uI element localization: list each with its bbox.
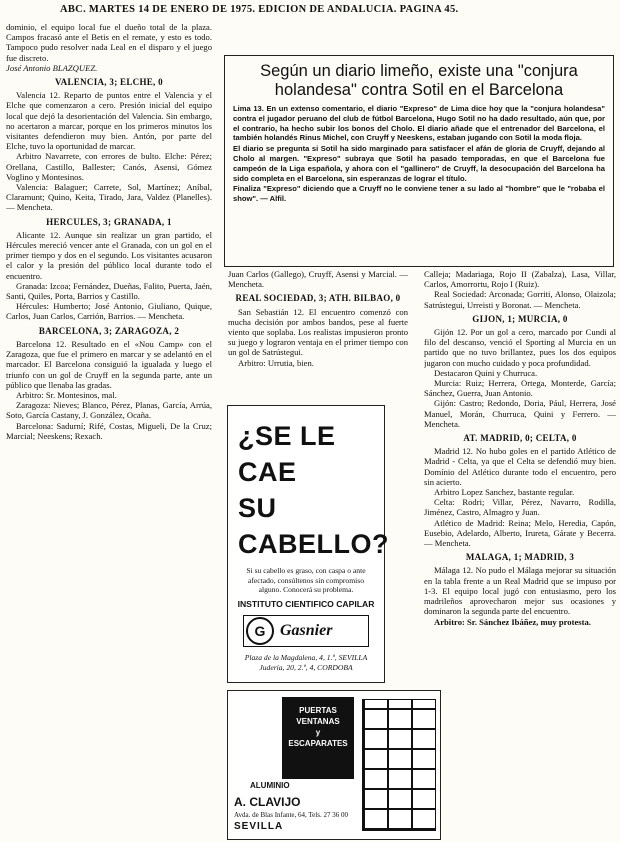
hair-clinic-ad xyxy=(227,405,389,683)
article-text: Atlético de Madrid: Reina; Melo, Heredia, Capón, Eusebio, Adelardo, Alberto, Irureta, Gárate y Becerra. — Mencheta. xyxy=(424,517,616,549)
ad-product: y xyxy=(315,728,321,737)
section-title: GIJON, 1; MURCIA, 0 xyxy=(472,313,568,324)
article-text: Gijón 12. Por un gol a cero, marcado por Cundi al filo del descanso, venció el Sporting al Murcia en un partido que no tuvo brillantez, pues los dos equipos jugaron con mucho cuidado y poca profundidad. xyxy=(424,327,616,368)
article-text: Valencia 12. Reparto de puntos entre el Valencia y el Elche que comenzaron a cero. Presión inicial del equipo local que dejó la desorientación del Valencia. Sin embargo, no acertaron a marcar, porque en los primeros minutos los visitantes defendieron muy bien. Antón, por parte del Elche, tuvo la oportunidad de marcar. xyxy=(6,90,212,152)
article-text: Real Sociedad: Arconada; Gorriti, Alonso, Olaizola; Satrústegui, Urreisti y Boronat. — Mencheta. xyxy=(424,289,616,310)
ad-headline xyxy=(238,418,389,562)
ad-product-list xyxy=(282,697,354,779)
article-text: Arbitro Navarrete, con errores de bulto. Elche: Pérez; Orellana, Castillo, Ballester; Canós, Asensi, Gómez Voglino y Montesinos. xyxy=(6,151,212,182)
ad-material: ALUMINIO xyxy=(250,781,290,790)
ad-body: Si su cabello es graso, con caspa o ante afectado, consúltenos sin compromiso alguno. Conocerá su problema. xyxy=(246,566,366,594)
signature: José Antonio BLAZQUEZ. xyxy=(6,62,98,73)
article-text: Madrid 12. No hubo goles en el partido Atlético de Madrid - Celta, ya que el Celta se defendió muy bien. Domínio del Atlético durante todo el encuentro, pero sin acierto. xyxy=(424,446,616,487)
section-title: VALENCIA, 3; ELCHE, 0 xyxy=(55,77,163,88)
article-text: dominio, el equipo local fue el dueño total de la plaza. Campos fracasó ante el Betis en el remate, y esto es todo. Tampoco pudo resolver nada Leal en el disparo y el juego fue discreto. xyxy=(6,22,212,63)
logo-emblem: G xyxy=(246,617,274,645)
ad-product: ESCAPARATES xyxy=(288,739,348,748)
article-text: Calleja; Madariaga, Rojo II (Zabalza), Lasa, Villar, Carlos, Amorrortu, Rojo I (Ruiz). xyxy=(424,269,616,290)
article-text: Alicante 12. Aunque sin realizar un gran partido, el Hércules mereció vencer ante el Granada, con un gol en el primer tiempo y dos en el segundo. Los visitantes acusaron el calor y la presión del público local durante todo el encuentro. xyxy=(6,229,212,281)
gasnier-logo xyxy=(243,615,369,647)
ad-headline-line: SU xyxy=(238,493,277,523)
article-text: Arbitro: Sr. Sánchez Ibáñez, muy protesta. xyxy=(434,616,591,627)
column-middle xyxy=(228,269,408,419)
headline: Según un diario limeño, existe una "conjura holandesa" contra Sotil en el Barcelona xyxy=(260,62,578,99)
ad-address: Plaza de la Magdalena, 4, 1.º, SEVILLA xyxy=(244,652,368,662)
article-text: Finaliza "Expreso" diciendo que a Cruyff no le conviene tener a su lado al "hombre" que le "robaba el show". — Alfil. xyxy=(233,184,605,204)
article-text: Arbitro Lopez Sanchez, bastante regular. xyxy=(434,487,575,498)
article-text: Málaga 12. No pudo el Málaga mejorar su situación en la tabla frente a un Real Madrid que se impuso por 1-3. El equipo local jugó con entusiasmo, pero los madrileños aprovecharon mejor sus ocasiones y dominaron la segunda parte del encuentro. xyxy=(424,565,616,617)
ad-headline-line: ¿SE LE CAE xyxy=(238,421,336,487)
article-text: Zaragoza: Nieves; Blanco, Pérez, Planas, García, Arrúa, Soto, García Castany, J. González, Ocaña. xyxy=(6,400,212,421)
article-text: Arbitro: Urrutia, bien. xyxy=(238,357,314,368)
ad-address: Avda. de Blas Infante, 64, Tels. 27 36 00 xyxy=(234,811,348,819)
ad-headline-line: CABELLO? xyxy=(238,529,389,559)
ad-brand: A. CLAVIJO xyxy=(234,795,301,809)
article-text: Murcia: Ruiz; Herrera, Ortega, Monterde, García; Sánchez, Guerra, Juan Antonio. xyxy=(424,378,616,399)
logo-wordmark: Gasnier xyxy=(280,621,333,639)
ad-institute: INSTITUTO CIENTIFICO CAPILAR xyxy=(237,598,375,609)
ad-city: SEVILLA xyxy=(234,821,284,832)
ad-product: PUERTAS xyxy=(299,706,337,715)
section-title: BARCELONA, 3; ZARAGOZA, 2 xyxy=(38,325,180,336)
article-text: Destacaron Quini y Churruca. xyxy=(434,367,538,378)
article-text: Gijón: Castro; Redondo, Doria, Pául, Herrera, José Manuel, Morán, Churruca, Quini y Ferrero. — Mencheta. xyxy=(424,398,616,429)
article-text: Celta: Rodri; Villar, Pérez, Navarro, Rodilla, Jiménez, Castro, Almagro y Juan. xyxy=(424,497,616,518)
article-text: Granada: Izcoa; Fernández, Dueñas, Falito, Puerta, Jaén, Santi, Quiles, Porta, Barrios y Castillo. xyxy=(6,280,212,302)
window-grid-illustration xyxy=(362,699,436,831)
ad-address: Judería, 20, 2.º, 4, CORDOBA xyxy=(259,662,353,672)
article-text: San Sebastián 12. El encuentro comenzó con mucha decisión por ambos bandos, pese al fuerte viento que soplaba. Los realistas impusieron pronto su juego y lograron ventaja en el primer tiempo con un gol de Satrústegui. xyxy=(228,306,408,358)
section-title: AT. MADRID, 0; CELTA, 0 xyxy=(463,433,577,444)
featured-story-body xyxy=(233,104,605,204)
article-text: Arbitro: Sr. Montesinos, mal. xyxy=(16,389,117,400)
article-text: Barcelona 12. Resultado en el «Nou Camp» con el Zaragoza, que fue el primero en marcar y se adelantó en el marcador. El Barcelona consiguió la igualada y luego el triunfo con un gol de Cruyff en la segunda parte, ante un público que llenaba las gradas. xyxy=(6,338,212,390)
article-text: Juan Carlos (Gallego), Cruyff, Asensi y Marcial. — Mencheta. xyxy=(228,269,408,290)
column-right xyxy=(424,269,616,839)
featured-story-box xyxy=(224,55,614,267)
article-text: Valencia: Balaguer; Carrete, Sol, Martínez; Aníbal, Claramunt; Quino, Keita, Tirado, Jara, Valdez (Planelles). — Mencheta. xyxy=(6,182,212,213)
aluminium-ad xyxy=(227,690,441,840)
column-left xyxy=(6,22,212,837)
article-text: Barcelona: Sadurní; Rifé, Costas, Migueli, De la Cruz; Marcial; Neeskens; Rexach. xyxy=(6,420,212,441)
ad-product: VENTANAS xyxy=(296,717,340,726)
section-title: HERCULES, 3; GRANADA, 1 xyxy=(46,216,172,227)
article-text: Lima 13. En un extenso comentario, el diario "Expreso" de Lima dice hoy que la "conjura holandesa" contra el jugador peruano del club de fútbol Barcelona, Hugo Sotil no ha dado resultado, aún que, por el contrario, ha hecho subir los bonos del Cholo. El diario añade que el entrenador del Barcelona, el también holandés Rinus Michel, con Cruyff y Neeskens, estaban jugando con Sotil la moda floja. xyxy=(233,104,605,143)
section-title: MALAGA, 1; MADRID, 3 xyxy=(465,552,575,563)
article-text: Hércules: Humberto; José Antonio, Giuliano, Quique, Carlos, Juan Carlos, Carrión, Barrios. — Mencheta. xyxy=(6,301,212,322)
page-header: ABC. MARTES 14 DE ENERO DE 1975. EDICION DE ANDALUCIA. PAGINA 45. xyxy=(60,4,459,15)
article-text: El diario se pregunta si Sotil ha sido marginado para satisfacer el afán de gloria de Cruyff, dejando al Cholo al margen. "Expreso" subraya que Sotil ha pasado temporadas, en que el Barcelona fue campeón de la Liga española, y ahora con el "gallinero" de Cruyff, la desocupación del Barcelona ha sido completa en el Barcelona, sin esperanzas de lograr el título. xyxy=(233,144,605,183)
section-title: REAL SOCIEDAD, 3; ATH. BILBAO, 0 xyxy=(235,293,401,304)
